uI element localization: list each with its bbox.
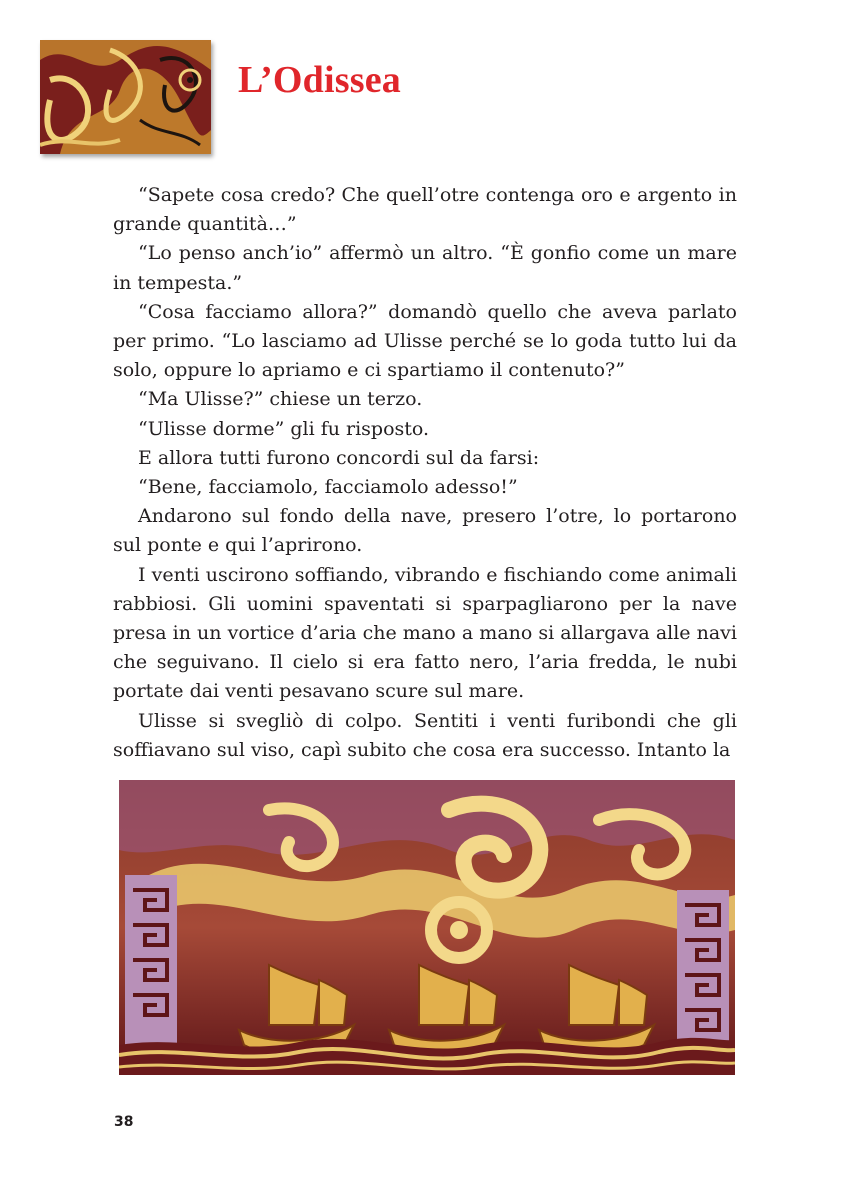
ships-winds-illustration <box>119 780 735 1075</box>
paragraph: I venti uscirono soffiando, vibrando e fischiando come animali rabbiosi. Gli uomini spaventati si sparpagliarono per la nave presa in un vortice d’aria che mano a mano si allargava alle navi che seguivano. Il cielo si era fatto nero, l’aria fredda, le nubi portate dai venti pesavano scure sul mare. <box>113 563 737 703</box>
paragraph: “Ulisse dorme” gli fu risposto. <box>138 417 430 440</box>
paragraph: Andarono sul fondo della nave, presero l’otre, lo portarono sul ponte e qui l’aprirono. <box>113 505 737 557</box>
paragraph: E allora tutti furono concordi sul da farsi: <box>138 446 540 469</box>
story-text <box>113 181 737 765</box>
paragraph: “Sapete cosa credo? Che quell’otre contenga oro e argento in grande quantità…” <box>113 184 737 236</box>
paragraph: “Cosa facciamo allora?” domandò quello che aveva parlato per primo. “Lo lasciamo ad Ulisse perché se lo goda tutto lui da solo, oppure lo apriamo e ci spartiamo il contenuto?” <box>113 300 737 382</box>
page-number: 38 <box>114 1114 134 1130</box>
paragraph: Ulisse si svegliò di colpo. Sentiti i venti furibondi che gli soffiavano sul viso, capì subito che cosa era successo. Intanto la <box>113 709 737 761</box>
chapter-title: L’Odissea <box>238 59 402 101</box>
paragraph: “Bene, facciamolo, facciamolo adesso!” <box>138 476 518 499</box>
paragraph: “Ma Ulisse?” chiese un terzo. <box>138 388 423 411</box>
corner-decorative-image <box>40 40 211 154</box>
paragraph: “Lo penso anch’io” affermò un altro. “È gonfio come un mare in tempesta.” <box>113 242 737 294</box>
